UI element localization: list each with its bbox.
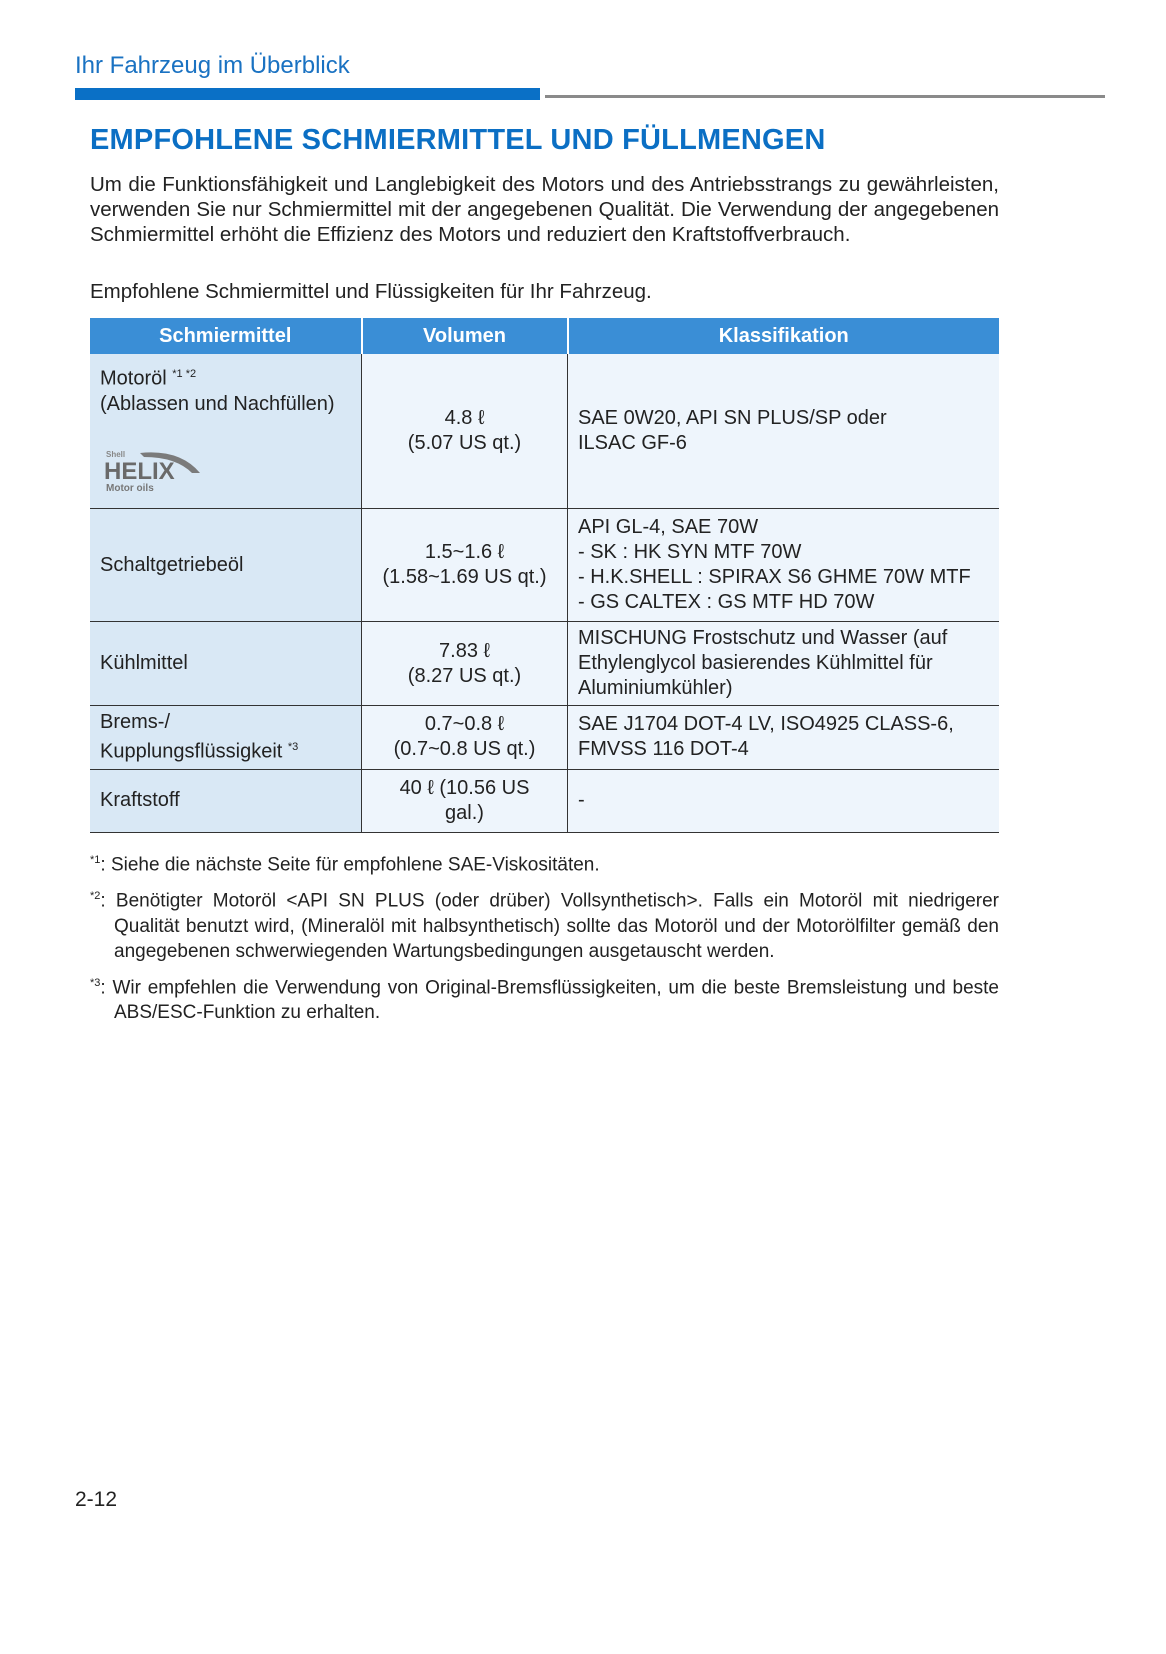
table-row xyxy=(90,509,999,622)
table-row xyxy=(90,769,999,832)
footnote-mark: *1 xyxy=(90,854,101,866)
footnote xyxy=(90,884,999,963)
volume-liters: 1.5~1.6 ℓ xyxy=(424,541,505,563)
table-header-row xyxy=(90,318,999,354)
classification-line: - SK : HK SYN MTF 70W xyxy=(578,541,802,563)
header-rule xyxy=(545,95,1105,98)
cell-volume xyxy=(362,354,568,509)
page-number: 2-12 xyxy=(75,1488,118,1511)
cell-classification xyxy=(568,769,1000,832)
shell-helix-logo xyxy=(100,445,210,495)
footnote-text: : Siehe die nächste Seite für empfohlene SAE-Viskositäten. xyxy=(100,854,600,876)
cell-lubricant xyxy=(90,509,362,622)
classification-line: ILSAC GF-6 xyxy=(578,432,687,454)
table-row xyxy=(90,706,999,770)
cell-volume xyxy=(362,509,568,622)
footnote-mark: *2 xyxy=(90,890,101,903)
classification-line: SAE 0W20, API SN PLUS/SP oder xyxy=(578,407,887,429)
lubricants-table xyxy=(90,318,999,833)
intro-subline: Empfohlene Schmiermittel und Flüssigkeiten für Ihr Fahrzeug. xyxy=(90,280,652,303)
lubricant-name: Kühlmittel xyxy=(100,652,188,674)
svg-text:Motor oils: Motor oils xyxy=(106,482,154,494)
cell-volume xyxy=(362,622,568,706)
footnote-ref: *1 *2 xyxy=(172,368,197,380)
footnote-text: : Wir empfehlen die Verwendung von Original-Bremsflüssigkeiten, um die beste Bremsleistung und beste ABS/ESC-Funktion zu erhalten. xyxy=(100,976,999,1023)
cell-lubricant xyxy=(90,354,362,509)
table-row xyxy=(90,354,999,509)
page-title: EMPFOHLENE SCHMIERMITTEL UND FÜLLMENGEN xyxy=(90,124,826,156)
volume-liters: 40 ℓ (10.56 US xyxy=(399,776,530,799)
classification-line: - xyxy=(578,789,585,812)
table-row xyxy=(90,622,999,706)
classification-line: SAE J1704 DOT-4 LV, ISO4925 CLASS-6, xyxy=(578,713,954,736)
svg-text:Shell: Shell xyxy=(106,449,126,459)
footnote xyxy=(90,971,999,1025)
col-header: Klassifikation xyxy=(568,318,1000,354)
footnotes xyxy=(90,848,999,1032)
svg-text:HELIX: HELIX xyxy=(104,457,175,485)
volume-us: (5.07 US qt.) xyxy=(407,432,522,454)
lubricant-name: Kraftstoff xyxy=(100,789,180,812)
cell-lubricant xyxy=(90,769,362,832)
lubricant-note: (Ablassen und Nachfüllen) xyxy=(100,392,335,415)
classification-line: MISCHUNG Frostschutz und Wasser (auf xyxy=(578,627,948,649)
footnote-ref: *3 xyxy=(287,741,299,753)
lubricant-name-cont: Kupplungsflüssigkeit xyxy=(100,740,283,763)
cell-lubricant xyxy=(90,706,362,770)
classification-line: API GL-4, SAE 70W xyxy=(578,516,759,538)
cell-classification xyxy=(568,706,1000,770)
intro-paragraph: Um die Funktionsfähigkeit und Langlebigkeit des Motors und des Antriebsstrangs zu gewährleisten, verwenden Sie nur Schmiermittel mit der angegebenen Qualität. Die Verwendung der angegebenen Schmiermittel erhöht die Effizienz des Motors und reduziert den Kraftstoffverbrauch. xyxy=(90,173,999,246)
volume-liters: 4.8 ℓ xyxy=(444,407,485,429)
section-header: Ihr Fahrzeug im Überblick xyxy=(75,52,350,79)
volume-us: (8.27 US qt.) xyxy=(407,664,522,687)
lubricant-name: Schaltgetriebeöl xyxy=(100,553,244,576)
cell-volume xyxy=(362,769,568,832)
cell-lubricant xyxy=(90,622,362,706)
cell-classification xyxy=(568,509,1000,622)
lubricant-name: Motoröl xyxy=(100,367,167,390)
volume-us: (0.7~0.8 US qt.) xyxy=(393,738,536,761)
cell-classification xyxy=(568,354,1000,509)
classification-line: FMVSS 116 DOT-4 xyxy=(578,738,749,761)
col-header: Schmiermittel xyxy=(90,318,362,354)
volume-us: gal.) xyxy=(445,801,484,824)
col-header: Volumen xyxy=(362,318,568,354)
header-accent-bar xyxy=(75,88,540,100)
classification-line: - GS CALTEX : GS MTF HD 70W xyxy=(578,591,875,613)
classification-line: Aluminiumkühler) xyxy=(578,677,733,699)
cell-classification xyxy=(568,622,1000,706)
classification-line: - H.K.SHELL : SPIRAX S6 GHME 70W MTF xyxy=(578,566,971,588)
volume-liters: 0.7~0.8 ℓ xyxy=(424,713,505,736)
footnote-text: : Benötigter Motoröl <API SN PLUS (oder drüber) Vollsynthetisch>. Falls ein Motoröl mit niedrigerer Qualität benutzt wird, (Mineralöl mit halbsynthetisch) sollte das Motoröl und der Motorölfilter gemäß den angegebenen schwerwiegenden Wartungsbedingungen ausgetauscht werden. xyxy=(100,890,999,962)
volume-liters: 7.83 ℓ xyxy=(439,639,490,662)
classification-line: Ethylenglycol basierendes Kühlmittel für xyxy=(578,652,933,674)
footnote xyxy=(90,848,999,877)
volume-us: (1.58~1.69 US qt.) xyxy=(382,566,547,588)
footnote-mark: *3 xyxy=(90,976,101,989)
cell-volume xyxy=(362,706,568,770)
lubricant-name: Brems-/ xyxy=(100,711,170,733)
